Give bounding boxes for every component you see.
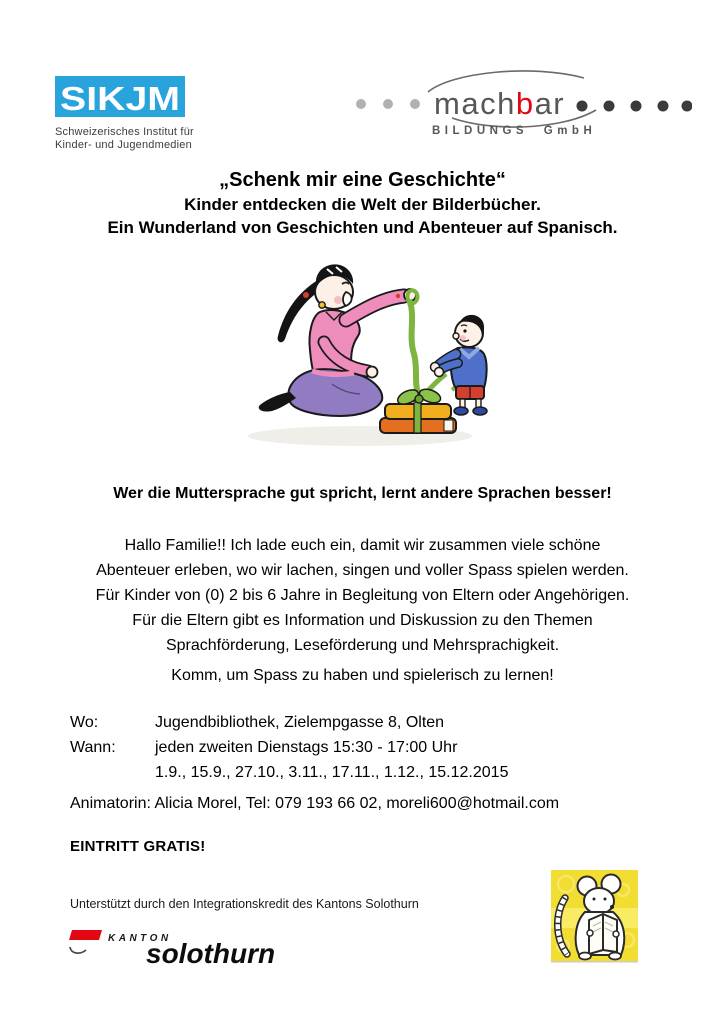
paragraph-line: Abenteuer erleben, wo wir lachen, singen und voller Spass spielen werden.: [96, 562, 629, 579]
detail-row-dates: [70, 760, 508, 785]
machbar-logo-block: [352, 66, 692, 145]
detail-row-when: [70, 735, 508, 760]
machbar-wordmark: machbar: [434, 86, 566, 121]
flyer-subtitle-2: Ein Wunderland von Geschichten und Abenteuer auf Spanisch.: [107, 218, 618, 237]
dates-value: 1.9., 15.9., 27.10., 3.11., 17.11., 1.12., 15.12.2015: [155, 764, 509, 781]
machbar-subtitle: BILDUNGS GmbH: [432, 125, 597, 137]
kanton-flag-icon: [69, 930, 102, 940]
where-label: Wo:: [70, 714, 99, 731]
gift-bow: [415, 395, 423, 403]
gift-story-illustration: [232, 250, 490, 457]
when-label: Wann:: [70, 739, 116, 756]
paragraph-line: Hallo Familie!! Ich lade euch ein, damit wir zusammen viele schöne: [124, 537, 601, 554]
woman-shoe: [259, 392, 296, 412]
paragraph-line: Sprachförderung, Leseförderung und Mehrsprachigkeit.: [165, 637, 560, 654]
mouse-head: [584, 888, 614, 914]
event-details: [70, 710, 508, 785]
dates-label: [70, 760, 155, 785]
sikjm-tagline-line2: Kinder- und Jugendmedien: [55, 139, 192, 151]
invitation-line: Komm, um Spass zu haben und spielerisch zu lernen!: [171, 667, 554, 684]
free-entry-line: EINTRITT GRATIS!: [70, 838, 206, 855]
contact-line: Animatorin: Alicia Morel, Tel: 079 193 66 02, moreli600@hotmail.com: [70, 795, 560, 812]
when-value: jeden zweiten Dienstags 15:30 - 17:00 Uhr: [155, 739, 458, 756]
detail-row-where: [70, 710, 508, 735]
sikjm-logo-text: SIKJM: [60, 80, 180, 117]
title-block: [0, 167, 725, 239]
paragraph-line: Für Kinder von (0) 2 bis 6 Jahre in Begleitung von Eltern oder Angehörigen.: [95, 587, 630, 604]
flyer-subtitle-1: Kinder entdecken die Welt der Bilderbücher.: [184, 195, 541, 214]
kanton-name: solothurn: [146, 938, 276, 969]
sikjm-logo-block: [55, 76, 194, 152]
intro-paragraph: [0, 533, 725, 658]
sikjm-logo: [55, 76, 185, 117]
where-value: Jugendbibliothek, Zielempgasse 8, Olten: [155, 714, 445, 731]
flyer-title: „Schenk mir eine Geschichte“: [219, 169, 506, 191]
support-note: Unterstützt durch den Integrationskredit des Kantons Solothurn: [70, 897, 419, 911]
paragraph-line: Für die Eltern gibt es Information und Diskussion zu den Themen: [132, 612, 593, 629]
kanton-label: KANTON: [108, 933, 172, 944]
kanton-swoosh: [70, 947, 86, 953]
sikjm-tagline-line1: Schweizerisches Institut für: [55, 126, 194, 138]
kanton-solothurn-logo: [68, 927, 308, 974]
machbar-logo: [352, 66, 692, 140]
headline: Wer die Muttersprache gut spricht, lernt andere Sprachen besser!: [113, 485, 612, 502]
boy-shoe: [454, 407, 468, 415]
mouse-foot: [579, 953, 591, 960]
reading-mouse-image: [551, 870, 638, 968]
